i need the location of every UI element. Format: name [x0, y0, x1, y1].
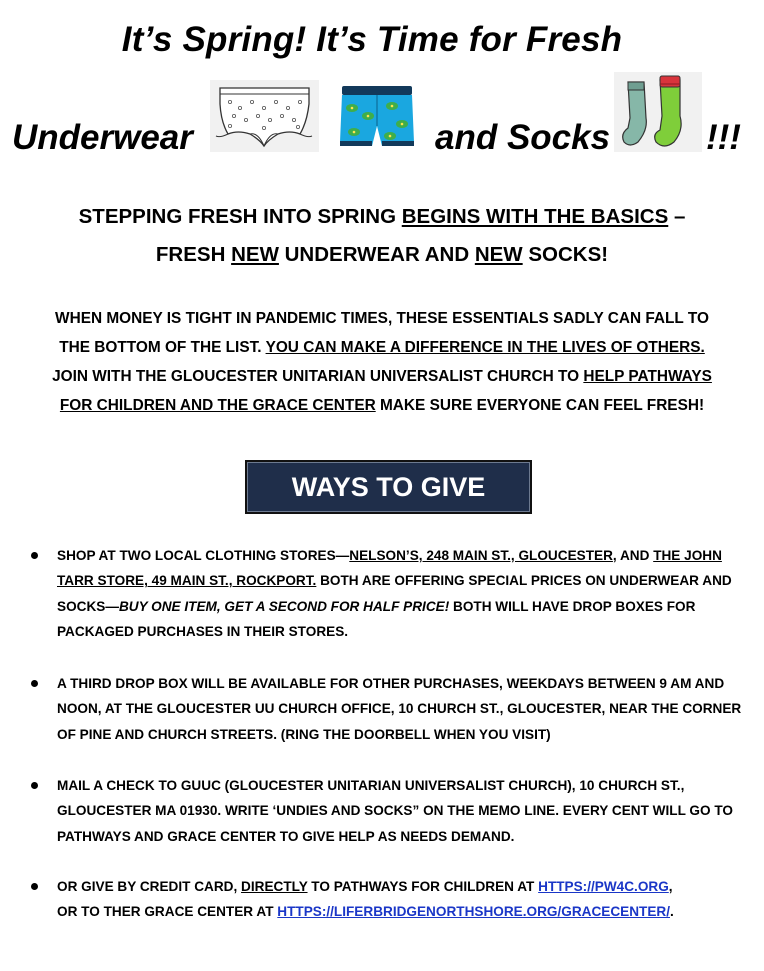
- socks-image: [614, 72, 702, 152]
- subheading-text: FRESH: [155, 243, 232, 266]
- bullet-text: ,: [668, 879, 673, 894]
- bullet-text: BOTH ARE OFFERING SPECIAL PRICES ON UNDERWEAR AND SOCKS—: [57, 573, 732, 614]
- intro-line1: WHEN MONEY IS TIGHT IN PANDEMIC TIMES, THESE ESSENTIALS SADLY CAN FALL TO: [55, 310, 709, 327]
- intro-underlined: YOU CAN MAKE A DIFFERENCE IN THE LIVES OF OTHERS.: [265, 339, 705, 356]
- bullet-icon: [31, 680, 38, 687]
- ways-to-give-button[interactable]: WAYS TO GIVE: [245, 460, 532, 514]
- store-john-tarr: THE JOHN TARR STORE, 49 MAIN ST., ROCKPORT.: [57, 548, 722, 589]
- subheading-line2: [0, 236, 764, 274]
- bullet-text: SHOP AT TWO LOCAL CLOTHING STORES—: [57, 548, 350, 563]
- blue-boxers-image: [334, 82, 420, 154]
- white-briefs-image: [210, 80, 319, 152]
- bullet-text: TO PATHWAYS FOR CHILDREN AT: [307, 879, 539, 894]
- pw4c-link[interactable]: HTTPS://PW4C.ORG: [538, 879, 669, 894]
- grace-center-link[interactable]: HTTPS://LIFERBRIDGENORTHSHORE.ORG/GRACECENTER/: [277, 904, 670, 920]
- bullet-text: .: [670, 904, 674, 920]
- bullet-item-shop: [57, 543, 747, 645]
- headline-line1: It’s Spring! It’s Time for Fresh: [121, 20, 623, 59]
- subheading-text: SOCKS!: [522, 243, 609, 266]
- subheading-line1: [0, 198, 764, 236]
- intro-underlined: HELP PATHWAYS: [583, 368, 712, 385]
- intro-line2: [0, 333, 764, 362]
- subheading-underlined: NEW: [231, 243, 279, 266]
- intro-line3: [0, 362, 764, 391]
- intro-text: THE BOTTOM OF THE LIST.: [59, 339, 266, 356]
- bullet-underlined: DIRECTLY: [241, 879, 308, 894]
- headline-line2: [0, 78, 764, 168]
- intro-line4: [0, 391, 764, 420]
- headline-exclaim: !!!: [706, 118, 741, 157]
- bullet-text: , AND: [612, 548, 654, 563]
- intro-text: JOIN WITH THE GLOUCESTER UNITARIAN UNIVERSALIST CHURCH TO: [52, 368, 584, 385]
- intro-text: MAKE SURE EVERYONE CAN FEEL FRESH!: [375, 397, 705, 414]
- subheading-underlined: NEW: [474, 243, 523, 266]
- bullet-text: OR GIVE BY CREDIT CARD,: [57, 879, 242, 894]
- subheading-dash: –: [668, 205, 686, 228]
- bullet-item-credit-card: [57, 874, 747, 925]
- intro-underlined: FOR CHILDREN AND THE GRACE CENTER: [59, 397, 376, 414]
- bullet-item-mail-check: MAIL A CHECK TO GUUC (GLOUCESTER UNITARIAN UNIVERSALIST CHURCH), 10 CHURCH ST., GLOUCESTER MA 01930. WRITE ‘UNDIES AND SOCKS” ON THE MEMO LINE. EVERY CENT WILL GO TO PATHWAYS AND GRACE CENTER TO GIVE HELP AS NEEDS DEMAND.: [57, 778, 733, 844]
- bullet-icon: [31, 552, 38, 559]
- bullet-item-drop-box: A THIRD DROP BOX WILL BE AVAILABLE FOR OTHER PURCHASES, WEEKDAYS BETWEEN 9 AM AND NOON, AT THE GLOUCESTER UU CHURCH OFFICE, 10 CHURCH ST., GLOUCESTER, NEAR THE CORNER OF PINE AND CHURCH STREETS. (RING THE DOORBELL WHEN YOU VISIT): [57, 676, 742, 742]
- bullet-offer: BUY ONE ITEM, GET A SECOND FOR HALF PRICE!: [118, 598, 450, 614]
- bullet-icon: [31, 883, 38, 890]
- bullet-text: BOTH WILL HAVE DROP BOXES FOR PACKAGED PURCHASES IN THEIR STORES.: [57, 598, 696, 640]
- headline-underwear: Underwear: [12, 118, 193, 157]
- subheading-text: STEPPING FRESH INTO SPRING: [78, 205, 402, 228]
- bullet-icon: [31, 782, 38, 789]
- subheading-text: UNDERWEAR AND: [278, 243, 475, 266]
- subheading-underlined: BEGINS WITH THE BASICS: [401, 205, 669, 228]
- store-nelsons: NELSON’S, 248 MAIN ST., GLOUCESTER: [349, 548, 613, 563]
- headline-and-socks: and Socks: [435, 118, 611, 157]
- bullet-text: OR TO THER GRACE CENTER AT: [57, 904, 278, 920]
